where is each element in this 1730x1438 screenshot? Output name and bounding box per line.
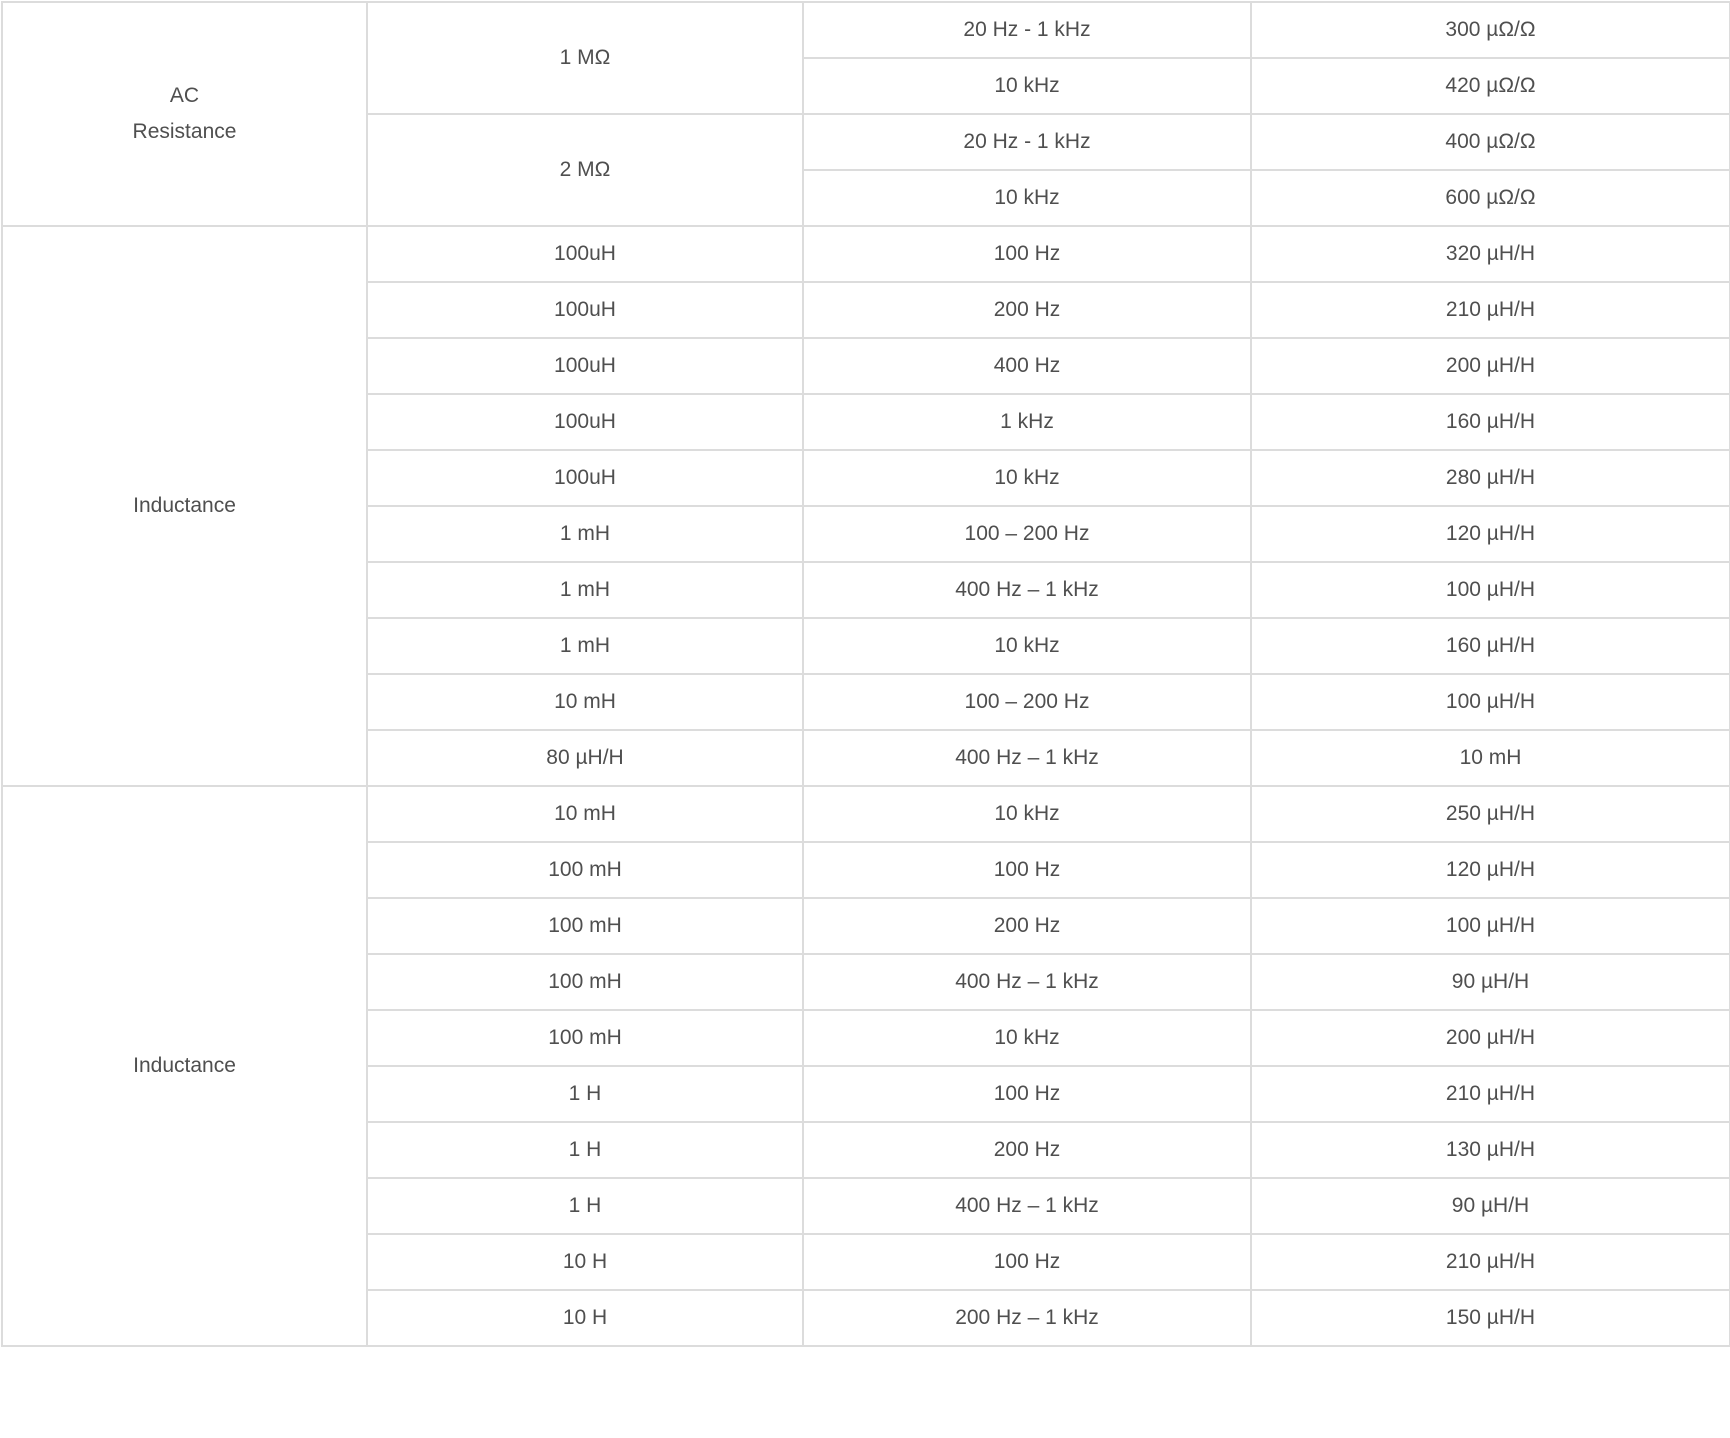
value-cell: 1 mH xyxy=(367,562,803,618)
frequency-cell: 100 – 200 Hz xyxy=(803,674,1251,730)
frequency-cell: 1 kHz xyxy=(803,394,1251,450)
specification-table xyxy=(1,1,1730,1347)
value-cell: 80 µH/H xyxy=(367,730,803,786)
accuracy-cell: 130 µH/H xyxy=(1251,1122,1730,1178)
value-cell: 100uH xyxy=(367,226,803,282)
frequency-cell: 100 Hz xyxy=(803,226,1251,282)
category-cell xyxy=(2,786,367,1346)
frequency-cell: 200 Hz xyxy=(803,1122,1251,1178)
frequency-cell: 200 Hz xyxy=(803,282,1251,338)
accuracy-cell: 210 µH/H xyxy=(1251,282,1730,338)
value-cell: 10 H xyxy=(367,1234,803,1290)
accuracy-cell: 100 µH/H xyxy=(1251,562,1730,618)
category-label-line: Resistance xyxy=(132,120,237,143)
accuracy-cell: 320 µH/H xyxy=(1251,226,1730,282)
accuracy-cell: 300 µΩ/Ω xyxy=(1251,2,1730,58)
value-cell: 100 mH xyxy=(367,954,803,1010)
value-cell: 1 MΩ xyxy=(367,2,803,114)
value-cell: 100 mH xyxy=(367,1010,803,1066)
frequency-cell: 10 kHz xyxy=(803,786,1251,842)
value-cell: 100 mH xyxy=(367,842,803,898)
accuracy-cell: 600 µΩ/Ω xyxy=(1251,170,1730,226)
value-cell: 100uH xyxy=(367,394,803,450)
accuracy-cell: 210 µH/H xyxy=(1251,1234,1730,1290)
frequency-cell: 10 kHz xyxy=(803,58,1251,114)
table-row xyxy=(2,786,1730,842)
accuracy-cell: 160 µH/H xyxy=(1251,618,1730,674)
value-cell: 100uH xyxy=(367,282,803,338)
accuracy-cell: 200 µH/H xyxy=(1251,1010,1730,1066)
value-cell: 1 mH xyxy=(367,506,803,562)
frequency-cell: 10 kHz xyxy=(803,618,1251,674)
value-cell: 1 H xyxy=(367,1066,803,1122)
table-row xyxy=(2,2,1730,58)
specification-table-body xyxy=(2,2,1730,1346)
accuracy-cell: 200 µH/H xyxy=(1251,338,1730,394)
accuracy-cell: 150 µH/H xyxy=(1251,1290,1730,1346)
category-label-line: AC xyxy=(169,84,200,107)
value-cell: 1 mH xyxy=(367,618,803,674)
value-cell: 10 mH xyxy=(367,674,803,730)
category-label-line: Inductance xyxy=(133,494,236,517)
category-cell xyxy=(2,226,367,786)
frequency-cell: 10 kHz xyxy=(803,1010,1251,1066)
frequency-cell: 200 Hz – 1 kHz xyxy=(803,1290,1251,1346)
accuracy-cell: 420 µΩ/Ω xyxy=(1251,58,1730,114)
value-cell: 10 mH xyxy=(367,786,803,842)
frequency-cell: 400 Hz – 1 kHz xyxy=(803,1178,1251,1234)
value-cell: 2 MΩ xyxy=(367,114,803,226)
accuracy-cell: 120 µH/H xyxy=(1251,506,1730,562)
value-cell: 1 H xyxy=(367,1122,803,1178)
category-label-line: Inductance xyxy=(133,1054,236,1077)
value-cell: 10 H xyxy=(367,1290,803,1346)
frequency-cell: 400 Hz – 1 kHz xyxy=(803,730,1251,786)
accuracy-cell: 100 µH/H xyxy=(1251,898,1730,954)
frequency-cell: 100 Hz xyxy=(803,1234,1251,1290)
accuracy-cell: 120 µH/H xyxy=(1251,842,1730,898)
frequency-cell: 10 kHz xyxy=(803,450,1251,506)
accuracy-cell: 210 µH/H xyxy=(1251,1066,1730,1122)
value-cell: 100uH xyxy=(367,450,803,506)
frequency-cell: 400 Hz – 1 kHz xyxy=(803,954,1251,1010)
frequency-cell: 20 Hz - 1 kHz xyxy=(803,114,1251,170)
frequency-cell: 10 kHz xyxy=(803,170,1251,226)
accuracy-cell: 90 µH/H xyxy=(1251,1178,1730,1234)
accuracy-cell: 160 µH/H xyxy=(1251,394,1730,450)
frequency-cell: 100 Hz xyxy=(803,1066,1251,1122)
frequency-cell: 20 Hz - 1 kHz xyxy=(803,2,1251,58)
table-row xyxy=(2,226,1730,282)
frequency-cell: 400 Hz – 1 kHz xyxy=(803,562,1251,618)
value-cell: 100 mH xyxy=(367,898,803,954)
frequency-cell: 200 Hz xyxy=(803,898,1251,954)
category-cell xyxy=(2,2,367,226)
accuracy-cell: 280 µH/H xyxy=(1251,450,1730,506)
accuracy-cell: 250 µH/H xyxy=(1251,786,1730,842)
value-cell: 100uH xyxy=(367,338,803,394)
accuracy-cell: 10 mH xyxy=(1251,730,1730,786)
accuracy-cell: 400 µΩ/Ω xyxy=(1251,114,1730,170)
accuracy-cell: 100 µH/H xyxy=(1251,674,1730,730)
value-cell: 1 H xyxy=(367,1178,803,1234)
frequency-cell: 400 Hz xyxy=(803,338,1251,394)
frequency-cell: 100 Hz xyxy=(803,842,1251,898)
frequency-cell: 100 – 200 Hz xyxy=(803,506,1251,562)
accuracy-cell: 90 µH/H xyxy=(1251,954,1730,1010)
